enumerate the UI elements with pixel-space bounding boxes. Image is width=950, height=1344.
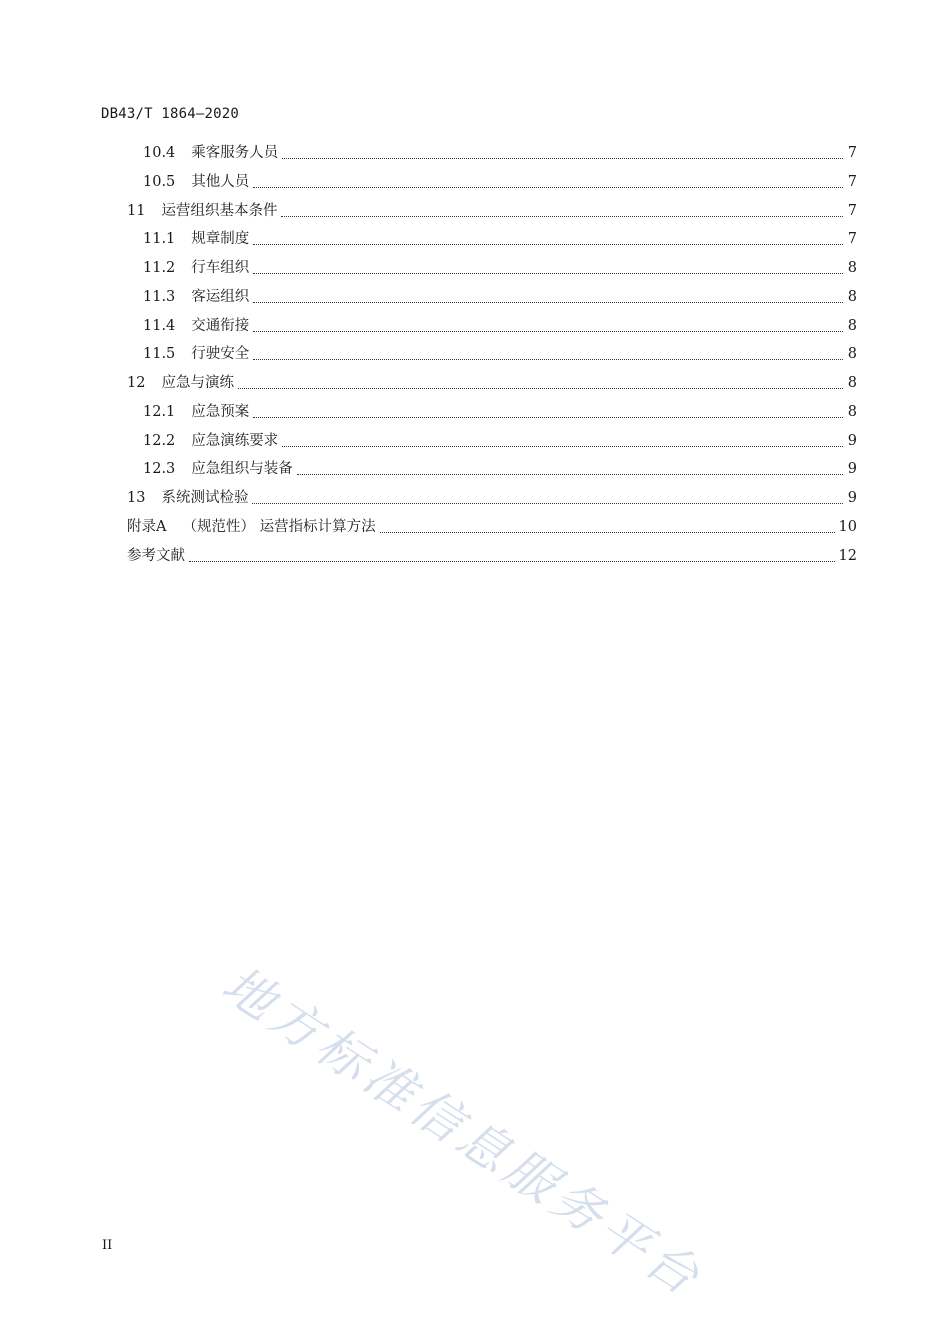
- toc-entry-page: 7: [847, 231, 857, 248]
- toc-entry-title: 行车组织: [191, 260, 250, 276]
- toc-entry-page: 9: [847, 461, 857, 478]
- toc-entry-number: 12.1: [143, 403, 176, 420]
- toc-entry-title: 交通衔接: [191, 317, 250, 334]
- toc-entry-number: 12.2: [143, 432, 176, 449]
- toc-entry-page: 9: [847, 490, 857, 506]
- toc-dot-leader: [282, 446, 843, 447]
- toc-entry-page: 8: [847, 317, 857, 334]
- toc-entry[interactable]: [127, 546, 857, 566]
- toc-dot-leader: [253, 302, 843, 303]
- toc-entry-page: 8: [847, 346, 857, 363]
- toc-entry[interactable]: [127, 201, 857, 221]
- toc-entry-page: 9: [847, 432, 857, 449]
- toc-entry-title: 其他人员: [191, 173, 250, 190]
- toc-entry-title: 客运组织: [191, 288, 250, 305]
- toc-entry-number: 11: [127, 202, 146, 219]
- toc-entry-page: 12: [838, 547, 857, 564]
- toc-entry-page: 8: [847, 375, 857, 391]
- toc-entry[interactable]: [143, 459, 857, 479]
- toc-entry[interactable]: [143, 431, 857, 451]
- toc-dot-leader: [281, 216, 843, 217]
- toc-entry-title: 规章制度: [191, 231, 250, 248]
- toc-entry-title: 应急演练要求: [191, 432, 279, 449]
- toc-dot-leader: [253, 331, 843, 332]
- toc-entry[interactable]: [143, 258, 857, 278]
- toc-dot-leader: [253, 359, 843, 360]
- toc-dot-leader: [253, 187, 843, 188]
- page-number: II: [102, 1238, 113, 1253]
- toc-entry-title: 应急组织与装备: [191, 461, 293, 478]
- toc-entry-number: 11.2: [143, 260, 176, 276]
- toc-entry-number: 12: [127, 375, 146, 391]
- toc-entry[interactable]: [127, 517, 857, 537]
- toc-entry-page: 8: [847, 260, 857, 276]
- toc-entry[interactable]: [143, 344, 857, 364]
- toc-entry-number: 13: [127, 490, 146, 506]
- toc-entry-title: 参考文献: [127, 547, 185, 564]
- toc-entry[interactable]: [143, 287, 857, 307]
- toc-entry[interactable]: [127, 488, 857, 508]
- toc-dot-leader: [282, 158, 843, 159]
- document-code: DB43/T 1864—2020: [101, 106, 240, 122]
- toc-entry-number: 12.3: [143, 461, 176, 478]
- toc-entry-number: 10.5: [143, 173, 176, 190]
- watermark: 地方标准信息服务平台: [212, 955, 714, 1309]
- toc-entry-number: 11.4: [143, 317, 176, 334]
- toc-entry[interactable]: [143, 172, 857, 192]
- toc-entry[interactable]: [127, 373, 857, 393]
- toc-entry-title: 应急与演练: [161, 375, 234, 391]
- toc-entry-page: 7: [847, 145, 857, 161]
- toc-entry[interactable]: [143, 316, 857, 336]
- toc-dot-leader: [252, 503, 843, 504]
- toc-entry-page: 8: [847, 403, 857, 420]
- toc-entry-title: 系统测试检验: [161, 490, 249, 506]
- toc-dot-leader: [189, 561, 835, 562]
- toc-dot-leader: [380, 532, 835, 533]
- toc-entry-title: （规范性） 运营指标计算方法: [182, 518, 376, 535]
- toc-entry-title: 行驶安全: [191, 346, 250, 363]
- toc-dot-leader: [253, 244, 843, 245]
- toc-entry-number: 附录A: [127, 518, 167, 535]
- toc-entry-number: 11.5: [143, 346, 176, 363]
- toc-dot-leader: [253, 417, 843, 418]
- toc-entry-title: 运营组织基本条件: [161, 202, 278, 219]
- toc-entry-page: 7: [847, 202, 857, 219]
- toc-entry-title: 乘客服务人员: [191, 145, 279, 161]
- toc-entry-page: 7: [847, 173, 857, 190]
- toc-entry[interactable]: [143, 143, 857, 163]
- toc-entry-page: 8: [847, 288, 857, 305]
- toc-dot-leader: [238, 388, 843, 389]
- toc-entry-title: 应急预案: [191, 403, 250, 420]
- toc-entry-page: 10: [838, 518, 857, 535]
- toc-entry-number: 10.4: [143, 145, 176, 161]
- toc-entry[interactable]: [143, 402, 857, 422]
- toc-entry-number: 11.1: [143, 231, 176, 248]
- toc-entry-number: 11.3: [143, 288, 176, 305]
- toc-dot-leader: [253, 273, 843, 274]
- toc-entry[interactable]: [143, 229, 857, 249]
- toc-dot-leader: [297, 474, 843, 475]
